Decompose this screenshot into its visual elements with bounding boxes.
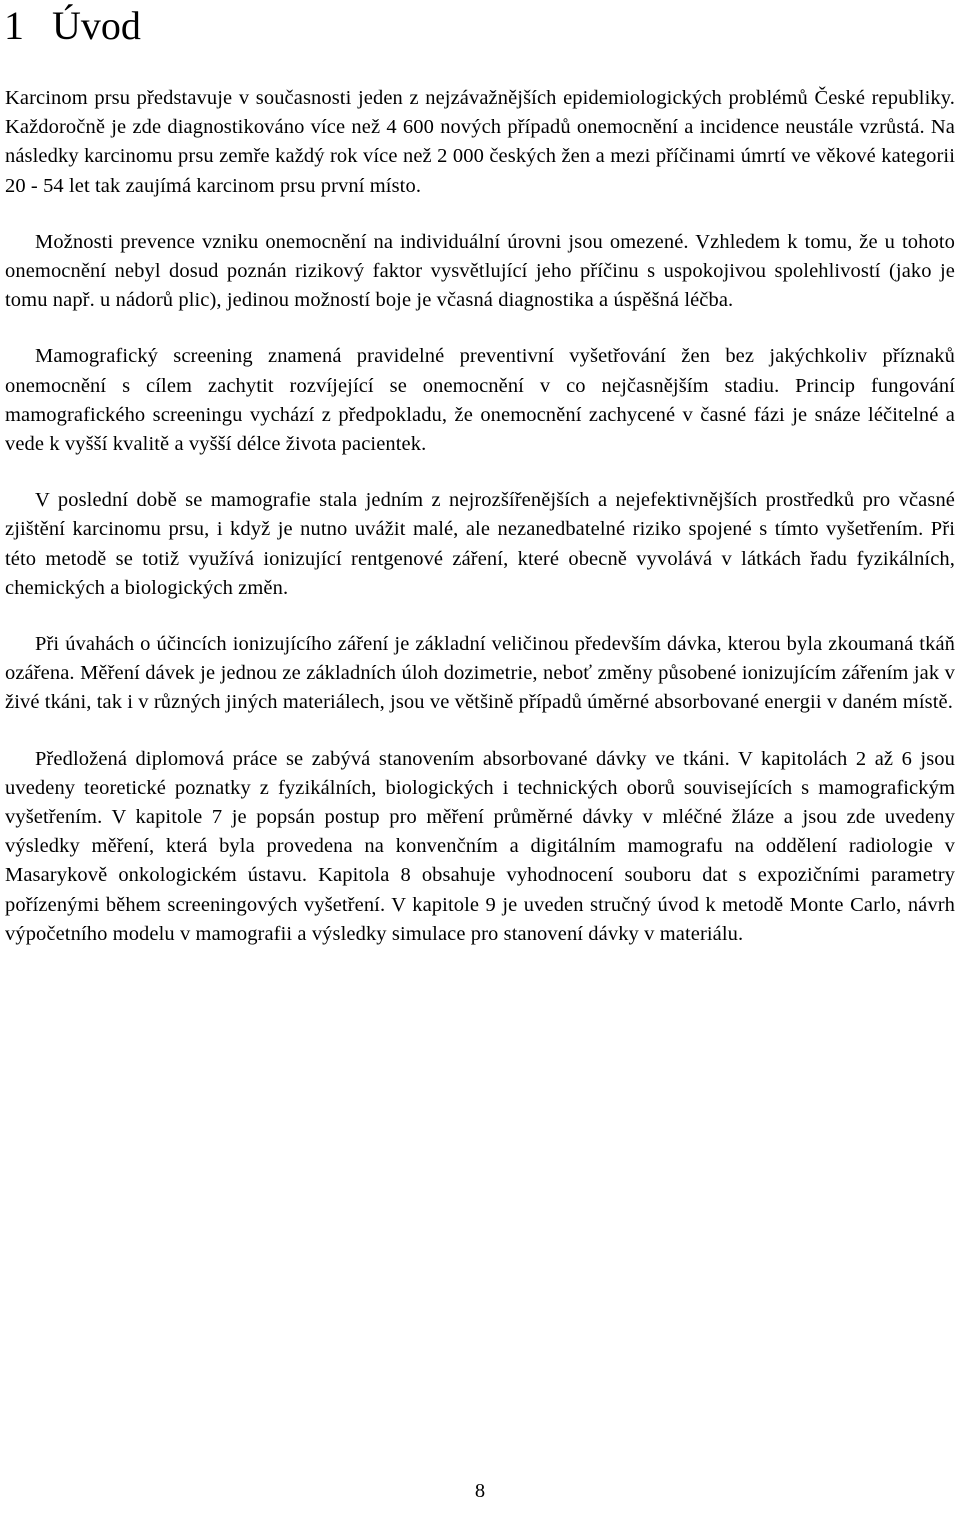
paragraph-1: Karcinom prsu představuje v současnosti jeden z nejzávažnějších epidemiologických problémů České republiky. Každoročně je zde diagnostikováno více než 4 600 nových případů onemocnění a incidence neustále vzrůstá. Na následky karcinomu prsu zemře každý rok více než 2 000 českých žen a mezi příčinami úmrtí ve věkové kategorii 20 - 54 let tak zaujímá karcinom prsu první místo.: [5, 87, 955, 197]
chapter-title: Úvod: [52, 3, 141, 48]
paragraph-4: V poslední době se mamografie stala jedním z nejrozšířenějších a nejefektivnějších prostředků pro včasné zjištění karcinomu prsu, i když je nutno uvážit malé, ale nezanedbatelné riziko spojené s tímto vyšetřením. Při této metodě se totiž využívá ionizující rentgenové záření, které obecně vyvolává v látkách řadu fyzikálních, chemických a biologických změn.: [5, 489, 955, 599]
paragraph-3: Mamografický screening znamená pravidelné preventivní vyšetřování žen bez jakýchkoliv příznaků onemocnění s cílem zachytit rozvíjející se onemocnění v co nejčasnějším stadiu. Princip fungování mamografického screeningu vychází z předpokladu, že onemocnění zachycené v časné fázi je snáze léčitelné a vede k vyšší kvalitě a vyšší délce života pacientek.: [5, 345, 955, 456]
chapter-number: 1: [4, 3, 24, 48]
paragraph-5: Při úvahách o účincích ionizujícího záření je základní veličinou především dávka, kterou byla zkoumaná tkáň ozářena. Měření dávek je jednou ze základních úloh dozimetrie, neboť změny působené ionizujícím zářením jak v živé tkáni, tak i v různých jiných materiálech, jsou ve většině případů úměrné absorbované energii v daném místě.: [5, 633, 955, 714]
chapter-body: [5, 84, 955, 976]
page-number: 8: [474, 1480, 486, 1502]
chapter-heading: [4, 2, 141, 50]
paragraph-6: Předložená diplomová práce se zabývá stanovením absorbované dávky ve tkáni. V kapitolách 2 až 6 jsou uvedeny teoretické poznatky z fyzikálních, biologických i technických oborů souvisejících s mamografickým vyšetřením. V kapitole 7 je popsán postup pro měření průměrné dávky v mléčné žláze a jsou zde uvedeny výsledky měření, která byla provedena na konvenčním a digitálním mamografu na oddělení radiologie v Masarykově onkologickém ústavu. Kapitola 8 obsahuje vyhodnocení souboru dat s expozičními parametry pořízenými během screeningových vyšetření. V kapitole 9 je uveden stručný úvod k metodě Monte Carlo, návrh výpočetního modelu v mamografii a výsledky simulace pro stanovení dávky v materiálu.: [5, 747, 955, 945]
paragraph-2: Možnosti prevence vzniku onemocnění na individuální úrovni jsou omezené. Vzhledem k tomu, že u tohoto onemocnění nebyl dosud poznán rizikový faktor vysvětlující jeho příčinu s uspokojivou spolehlivostí (jako je tomu např. u nádorů plic), jedinou možností boje je včasná diagnostika a úspěšná léčba.: [5, 230, 955, 312]
